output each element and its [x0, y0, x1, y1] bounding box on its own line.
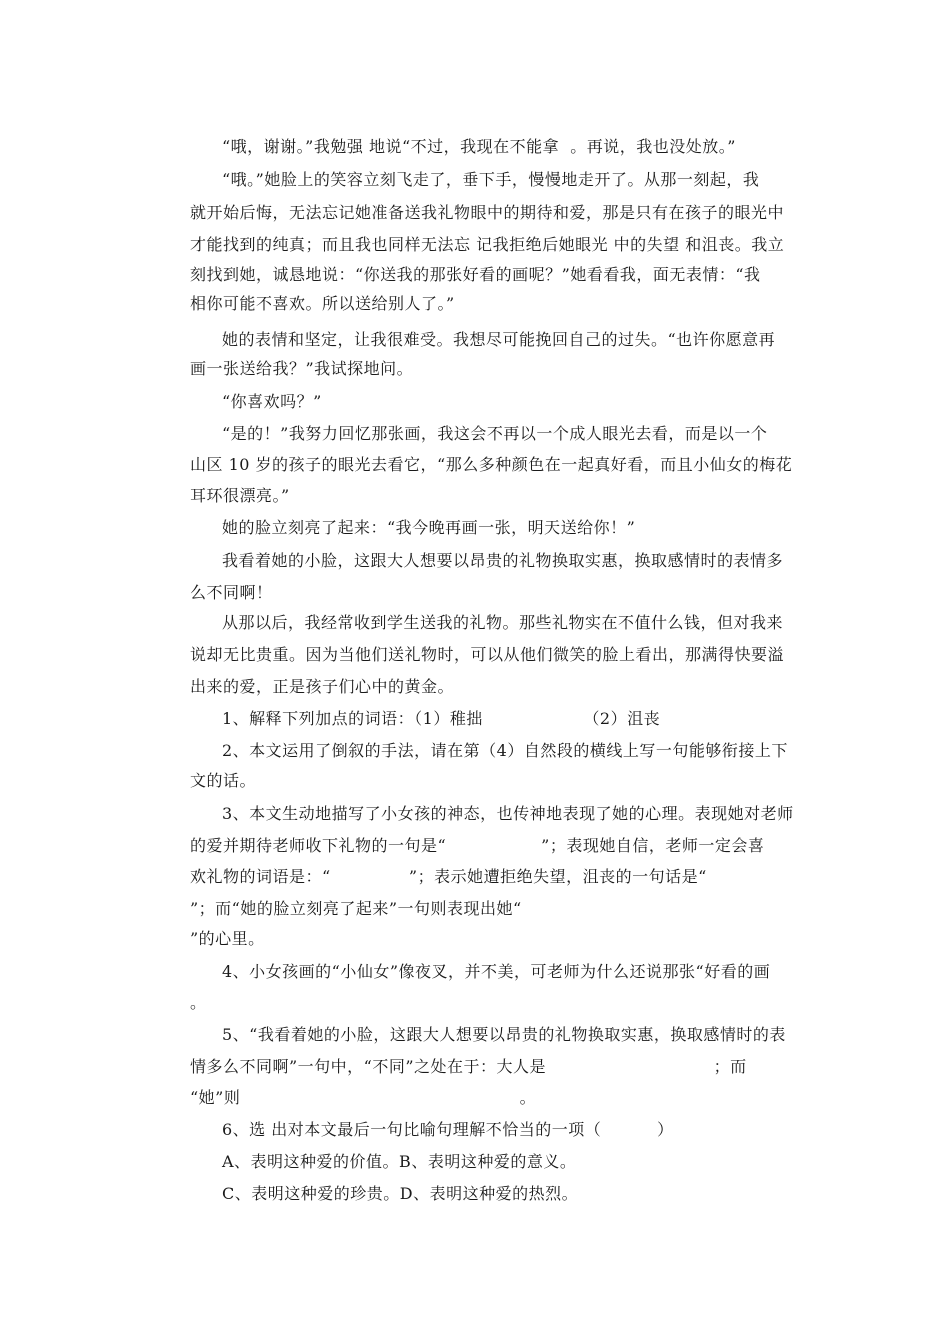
- text-line: 刻找到她，诚恳地说：“你送我的那张好看的画呢？”她看看我，面无表情：“我: [190, 265, 761, 284]
- text-line: 么不同啊！: [190, 583, 273, 602]
- text-line: 我看着她的小脸，这跟大人想要以昂贵的礼物换取实惠，换取感情时的表情多: [222, 551, 784, 570]
- question-line: ”的心里。: [190, 929, 265, 948]
- question-line: 4、小女孩画的“小仙女”像夜叉，并不美，可老师为什么还说那张“好看的画: [222, 962, 771, 981]
- question-line: 欢礼物的词语是：“ ”；表示她遭拒绝失望，沮丧的一句话是“: [190, 867, 707, 886]
- question-line: 文的话。: [190, 771, 257, 790]
- text-line: 耳环很漂亮。”: [190, 486, 290, 505]
- text-line: 画一张送给我？”我试探地问。: [190, 359, 414, 378]
- question-line: 6、选 出对本文最后一句比喻句理解不恰当的一项（ ）: [222, 1120, 674, 1139]
- option-line: A、表明这种爱的价值。B、表明这种爱的意义。: [222, 1152, 577, 1171]
- text-line: “你喜欢吗？”: [222, 392, 322, 411]
- text-line: 她的脸立刻亮了起来：“我今晚再画一张，明天送给你！”: [222, 518, 636, 537]
- option-line: C、表明这种爱的珍贵。D、表明这种爱的热烈。: [222, 1184, 579, 1203]
- text-line: “哦。”她脸上的笑容立刻飞走了，垂下手，慢慢地走开了。从那一刻起，我: [222, 170, 760, 189]
- text-line: “是的！”我努力回忆那张画，我这会不再以一个成人眼光去看，而是以一个: [222, 424, 768, 443]
- question-line: 1、解释下列加点的词语：（1）稚拙 （2）沮丧: [222, 709, 661, 728]
- question-line: 2、本文运用了倒叙的手法，请在第（4）自然段的横线上写一句能够衔接上下: [222, 741, 788, 760]
- question-line: 的爱并期待老师收下礼物的一句是“ ”；表现她自信，老师一定会喜: [190, 836, 765, 855]
- text-line: 从那以后，我经常收到学生送我的礼物。那些礼物实在不值什么钱，但对我来: [222, 613, 784, 632]
- question-line: 情多么不同啊”一句中，“不同”之处在于：大人是 ；而: [190, 1057, 747, 1076]
- text-line: 她的表情和坚定，让我很难受。我想尽可能挽回自己的过失。“也许你愿意再: [222, 330, 776, 349]
- text-line: 山区 10 岁的孩子的眼光去看它，“那么多种颜色在一起真好看，而且小仙女的梅花: [190, 455, 793, 474]
- text-line: 就开始后悔，无法忘记她准备送我礼物眼中的期待和爱，那是只有在孩子的眼光中: [190, 203, 785, 222]
- text-line: 出来的爱，正是孩子们心中的黄金。: [190, 677, 455, 696]
- question-line: 。: [190, 993, 207, 1012]
- question-line: 3、本文生动地描写了小女孩的神态，也传神地表现了她的心理。表现她对老师: [222, 804, 794, 823]
- question-line: 5、“我看着她的小脸，这跟大人想要以昂贵的礼物换取实惠，换取感情时的表: [222, 1025, 786, 1044]
- question-line: “她”则 。: [190, 1088, 537, 1107]
- text-line: “哦，谢谢。”我勉强 地说“不过，我现在不能拿 。再说，我也没处放。”: [222, 137, 736, 156]
- text-line: 相你可能不喜欢。所以送给别人了。”: [190, 294, 455, 313]
- text-line: 才能找到的纯真；而且我也同样无法忘 记我拒绝后她眼光 中的失望 和沮丧。我立: [190, 235, 785, 254]
- text-line: 说却无比贵重。因为当他们送礼物时，可以从他们微笑的脸上看出，那满得快要溢: [190, 645, 785, 664]
- question-line: ”；而“她的脸立刻亮了起来”一句则表现出她“: [190, 899, 522, 918]
